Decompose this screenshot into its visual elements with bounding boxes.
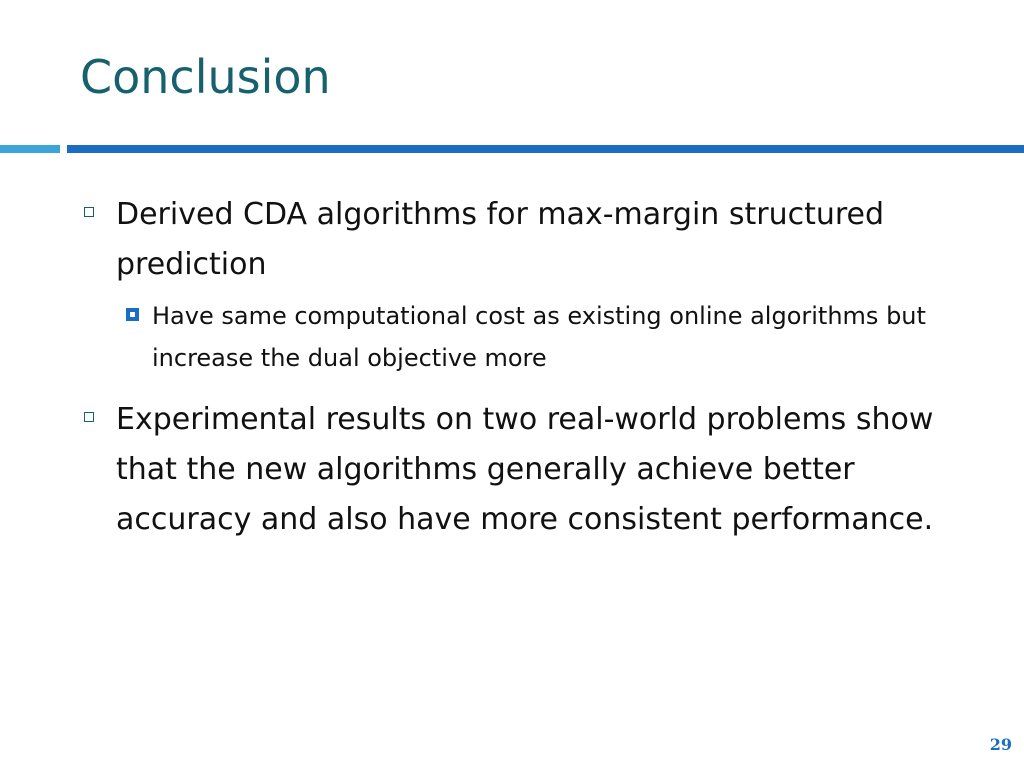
sub-bullet-item: [124, 295, 984, 379]
bullet-item: [84, 190, 984, 290]
hollow-square-bullet-icon: [84, 207, 94, 217]
bullet-text: Experimental results on two real-world problems show that the new algorithms generally achieve better accuracy and also have more consistent performance.: [116, 402, 934, 537]
hollow-square-bullet-icon: [84, 412, 94, 422]
bullet-item: [84, 395, 984, 545]
slide-title: Conclusion: [80, 50, 331, 104]
sub-bullet-text: Have same computational cost as existing online algorithms but increase the dual objective more: [152, 302, 926, 372]
title-divider-accent: [0, 145, 60, 153]
bullet-text: Derived CDA algorithms for max-margin structured prediction: [116, 197, 885, 282]
page-number: 29: [989, 735, 1012, 754]
filled-square-bullet-icon: [126, 308, 139, 321]
title-divider: [67, 145, 1024, 153]
